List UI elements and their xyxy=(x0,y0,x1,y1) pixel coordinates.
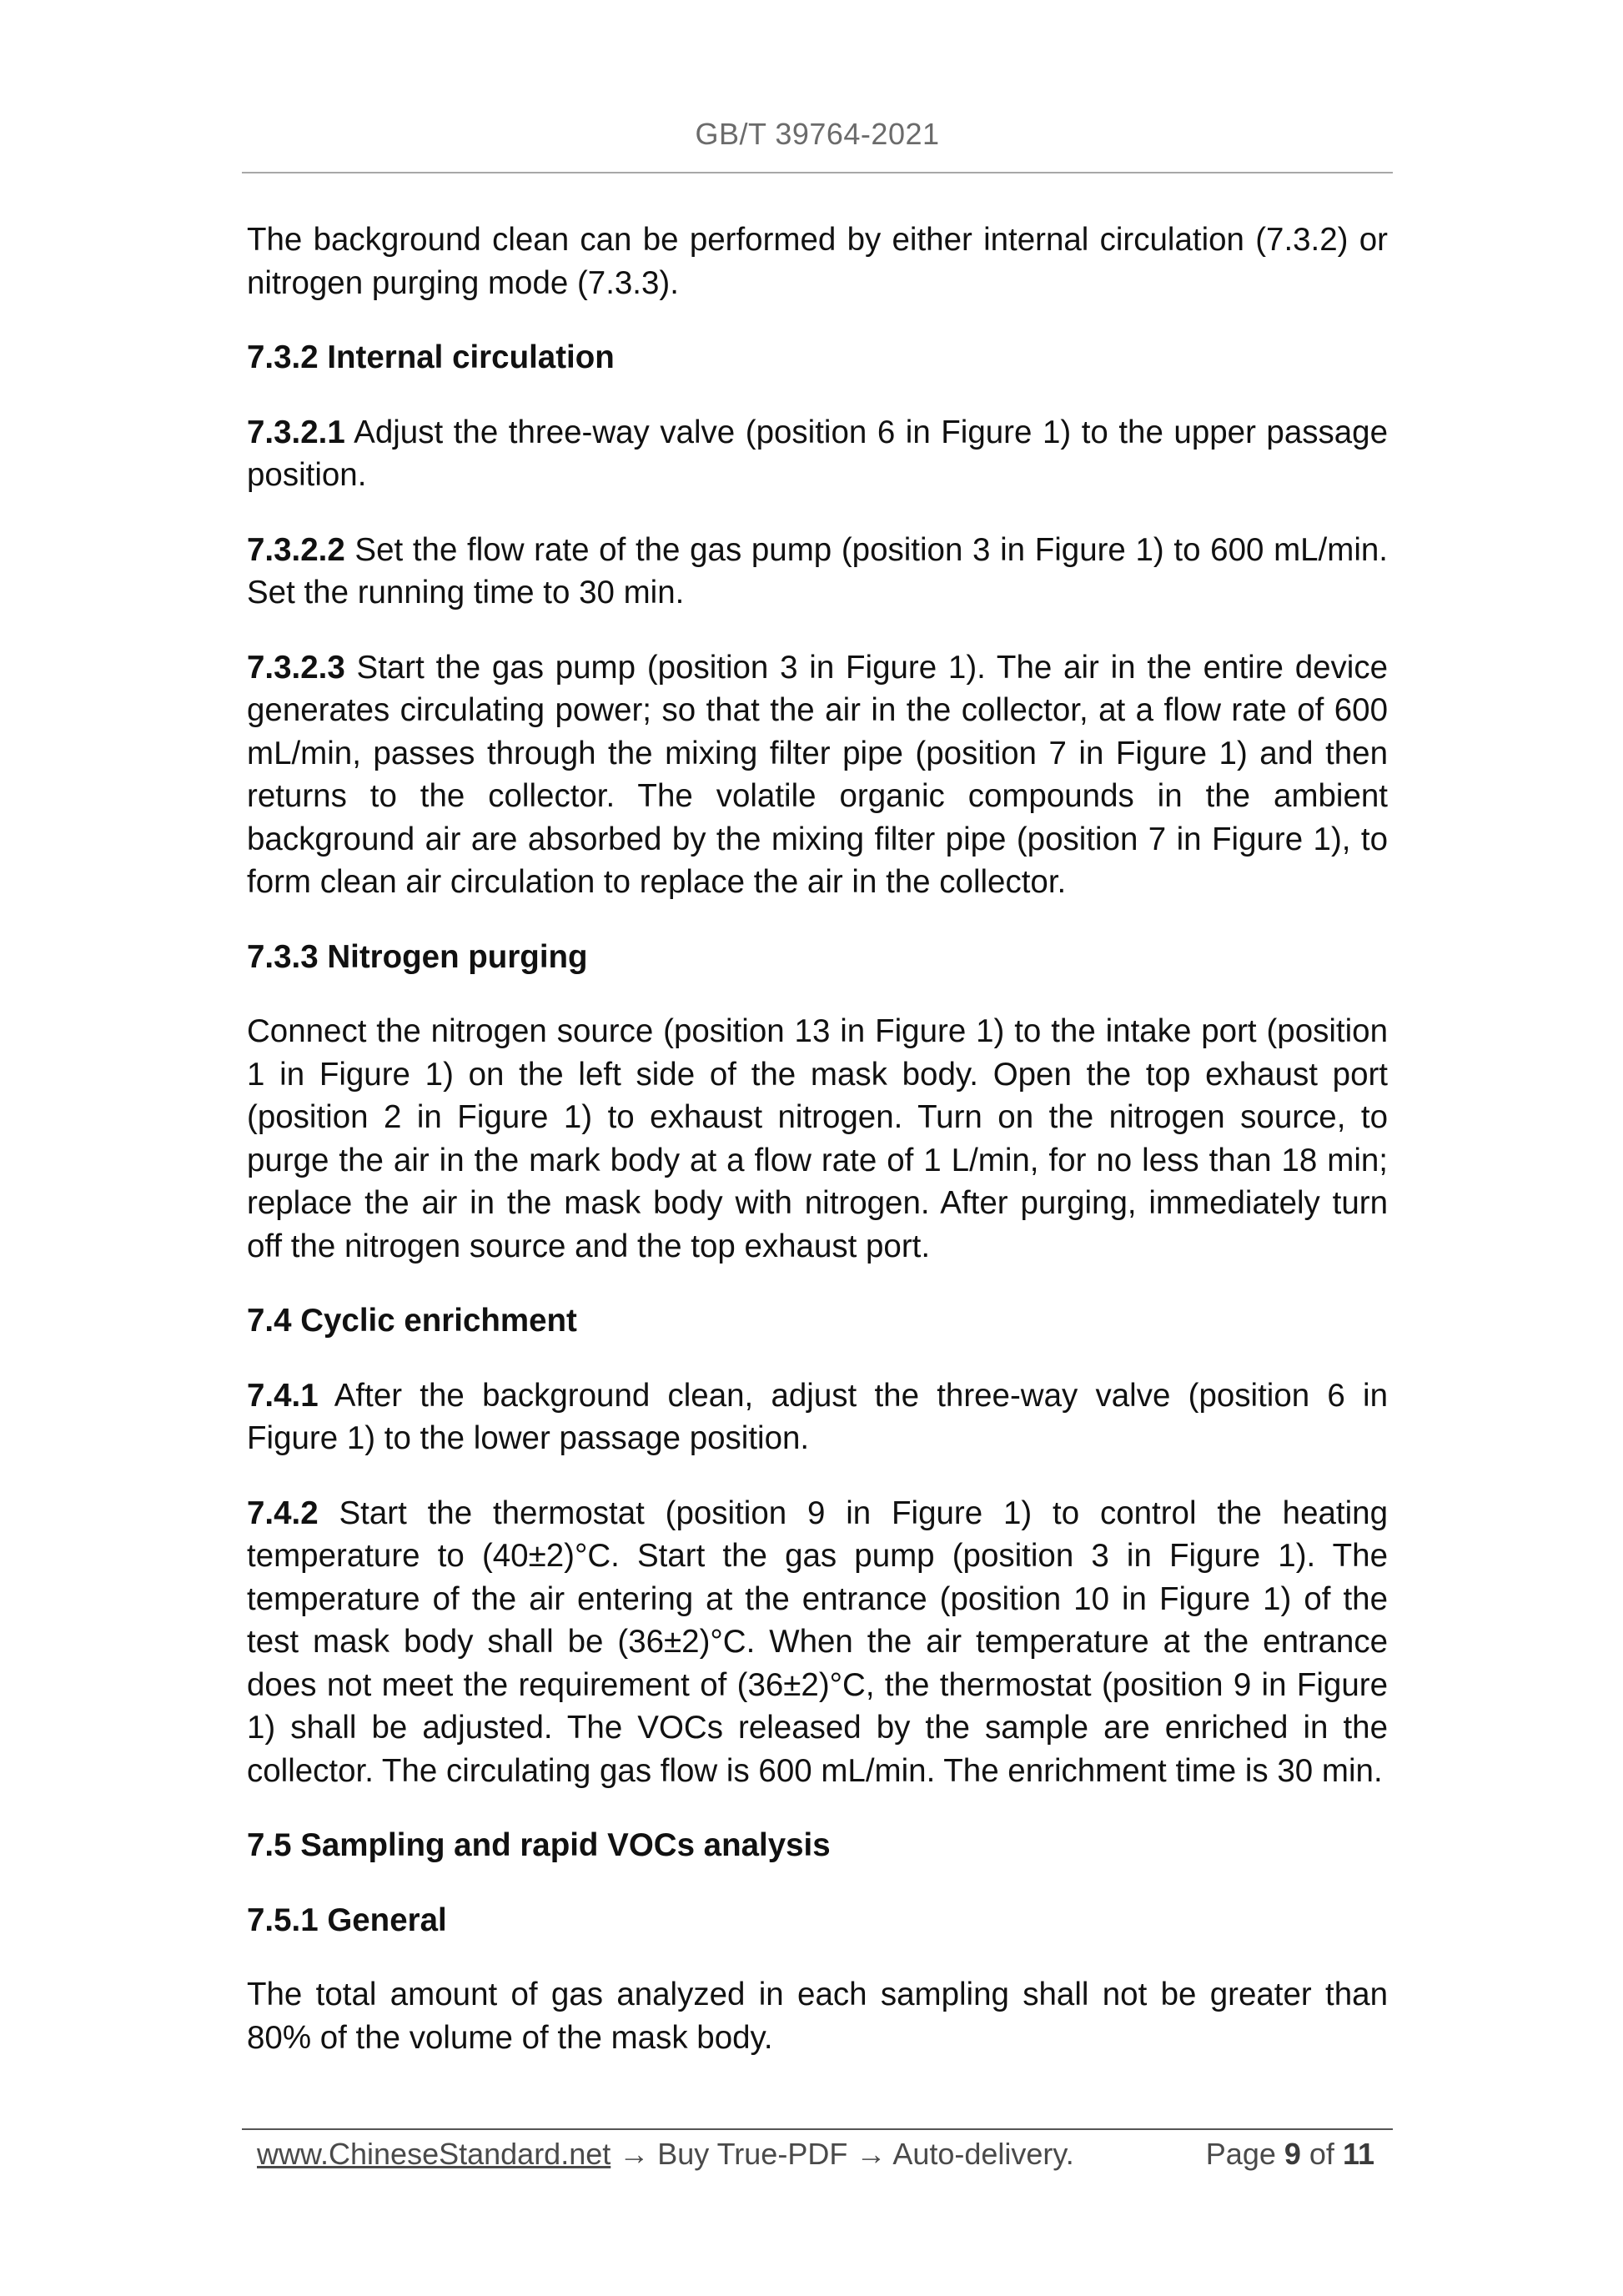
clause-number: 7.3.2.2 xyxy=(247,531,345,568)
clause-number: 7.3.2.3 xyxy=(247,649,345,686)
clause-7-4-2 xyxy=(247,1492,1388,1793)
heading-7-5-1: 7.5.1 General xyxy=(247,1902,447,1938)
heading-7-4: 7.4 Cyclic enrichment xyxy=(247,1303,577,1339)
promo-text: → Buy True-PDF → Auto-delivery. xyxy=(611,2137,1074,2171)
page-label: Page xyxy=(1205,2137,1284,2171)
page-of: of xyxy=(1300,2137,1343,2171)
page-header: GB/T 39764-2021 xyxy=(695,117,940,151)
clause-text: Start the thermostat (position 9 in Figure 1) to control the heating temperature to (40±2)°C. Start the gas pump (position 3 in Figure 1). The temperature of the air entering at the entrance (position 10 in Figure 1) of the test mask body shall be (36±2)°C. When the air temperature at the entrance does not meet the requirement of (36±2)°C, the thermostat (position 9 in Figure 1) shall be adjusted. The VOCs released by the sample are enriched in the collector. The circulating gas flow is 600 mL/min. The enrichment time is 30 min. xyxy=(247,1495,1388,1789)
clause-7-3-2-3 xyxy=(247,646,1388,904)
clause-7-3-2-1 xyxy=(247,411,1388,497)
website-link[interactable]: www.ChineseStandard.net xyxy=(257,2137,611,2171)
heading-7-3-2: 7.3.2 Internal circulation xyxy=(247,339,615,375)
general-paragraph: The total amount of gas analyzed in each sampling shall not be greater than 80% of the volume of the mask body. xyxy=(247,1977,1388,2056)
heading-7-3-3: 7.3.3 Nitrogen purging xyxy=(247,938,588,975)
clause-7-4-1 xyxy=(247,1374,1388,1460)
clause-number: 7.3.2.1 xyxy=(247,414,345,450)
header-divider xyxy=(242,172,1393,173)
page-number xyxy=(1206,2133,1374,2175)
page-footer xyxy=(257,2133,1374,2175)
heading-7-5: 7.5 Sampling and rapid VOCs analysis xyxy=(247,1827,831,1863)
intro-paragraph: The background clean can be performed by either internal circulation (7.3.2) or nitrogen purging mode (7.3.3). xyxy=(247,222,1388,301)
clause-text: After the background clean, adjust the three-way valve (position 6 in Figure 1) to the lower passage position. xyxy=(247,1377,1388,1456)
page-current: 9 xyxy=(1284,2137,1301,2171)
document-body xyxy=(247,219,1388,2091)
page-total: 11 xyxy=(1342,2137,1374,2171)
footer-divider xyxy=(242,2128,1393,2130)
clause-number: 7.4.1 xyxy=(247,1377,319,1414)
clause-7-3-2-2 xyxy=(247,529,1388,615)
nitrogen-purging-paragraph: Connect the nitrogen source (position 13 in Figure 1) to the intake port (position 1 in Figure 1) on the left side of the mask body. Open the top exhaust port (position 2 in Figure 1) to exhaust nitrogen. Turn on the nitrogen source, to purge the air in the mark body at a flow rate of 1 L/min, for no less than 18 min; replace the air in the mask body with nitrogen. After purging, immediately turn off the nitrogen source and the top exhaust port. xyxy=(247,1013,1388,1264)
clause-text: Adjust the three-way valve (position 6 in Figure 1) to the upper passage position. xyxy=(247,414,1388,493)
clause-text: Start the gas pump (position 3 in Figure 1). The air in the entire device generates circulating power; so that the air in the collector, at a flow rate of 600 mL/min, passes through the mixing filter pipe (position 7 in Figure 1) and then returns to the collector. The volatile organic compounds in the ambient background air are absorbed by the mixing filter pipe (position 7 in Figure 1), to form clean air circulation to replace the air in the collector. xyxy=(247,649,1388,900)
clause-number: 7.4.2 xyxy=(247,1495,319,1531)
clause-text: Set the flow rate of the gas pump (position 3 in Figure 1) to 600 mL/min. Set the running time to 30 min. xyxy=(247,531,1388,610)
